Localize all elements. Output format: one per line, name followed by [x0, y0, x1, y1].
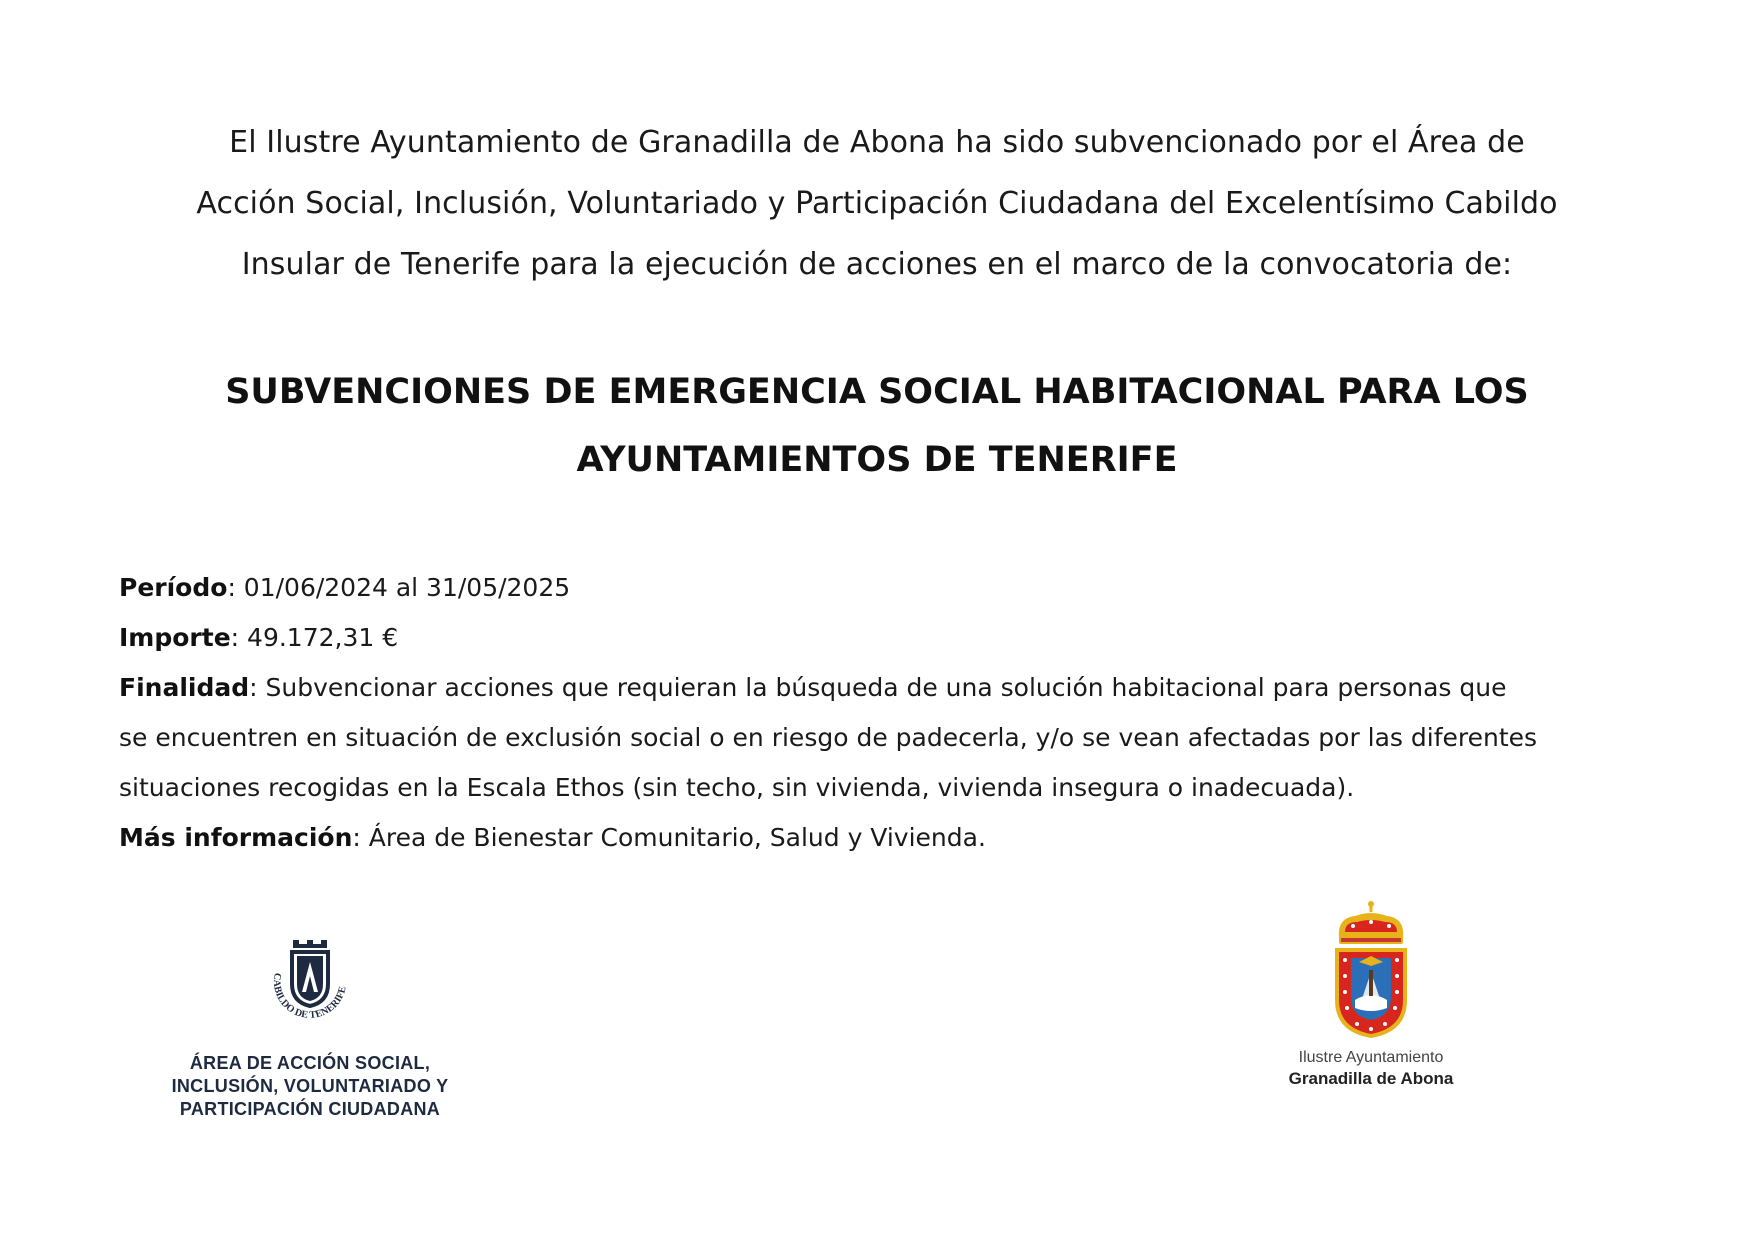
cabildo-caption-line-3: PARTICIPACIÓN CIUDADANA — [179, 1099, 441, 1119]
intro-line-3: Insular de Tenerife para la ejecución de acciones en el marco de la convocatoria de: — [241, 247, 1513, 282]
finalidad-label: Finalidad — [119, 673, 250, 702]
info-label: Más información — [119, 823, 353, 852]
info-value: : Área de Bienestar Comunitario, Salud y Vivienda. — [352, 823, 986, 852]
cabildo-caption — [160, 1052, 460, 1121]
intro-line-2: Acción Social, Inclusión, Voluntariado y Participación Ciudadana del Excelentísimo Cabildo — [196, 186, 1558, 221]
details-section — [119, 563, 1639, 863]
granadilla-caption-line-2: Granadilla de Abona — [1288, 1069, 1454, 1088]
periodo-label: Período — [119, 573, 228, 602]
granadilla-logo — [1256, 900, 1486, 1090]
importe-row — [119, 613, 1639, 663]
periodo-value: : 01/06/2024 al 31/05/2025 — [227, 573, 571, 602]
finalidad-line-1: : Subvencionar acciones que requieran la búsqueda de una solución habitacional para personas que — [249, 673, 1507, 702]
cabildo-caption-line-1: ÁREA DE ACCIÓN SOCIAL, — [189, 1053, 431, 1073]
importe-label: Importe — [119, 623, 231, 652]
periodo-row — [119, 563, 1639, 613]
granadilla-coat-of-arms-icon — [1331, 900, 1411, 1040]
intro-line-1: El Ilustre Ayuntamiento de Granadilla de Abona ha sido subvencionado por el Área de — [229, 125, 1525, 160]
finalidad-line-2: se encuentren en situación de exclusión social o en riesgo de padecerla, y/o se vean afectadas por las diferentes — [119, 723, 1538, 752]
seal-text: CABILDO DE TENERIFE — [270, 972, 349, 1021]
document-title — [110, 358, 1644, 494]
importe-value: : 49.172,31 € — [230, 623, 399, 652]
cabildo-logo — [160, 940, 460, 1121]
cabildo-caption-line-2: INCLUSIÓN, VOLUNTARIADO Y — [171, 1076, 449, 1096]
granadilla-caption-line-1: Ilustre Ayuntamiento — [1298, 1049, 1444, 1066]
finalidad-line-3: situaciones recogidas en la Escala Ethos (sin techo, sin vivienda, vivienda insegura o inadecuada). — [119, 773, 1355, 802]
title-line-1: SUBVENCIONES DE EMERGENCIA SOCIAL HABITACIONAL PARA LOS — [225, 372, 1529, 412]
info-row — [119, 813, 1639, 863]
intro-paragraph — [110, 112, 1644, 295]
title-line-2: AYUNTAMIENTOS DE TENERIFE — [576, 440, 1178, 480]
finalidad-row — [119, 663, 1639, 713]
cabildo-seal-icon — [260, 940, 360, 1040]
